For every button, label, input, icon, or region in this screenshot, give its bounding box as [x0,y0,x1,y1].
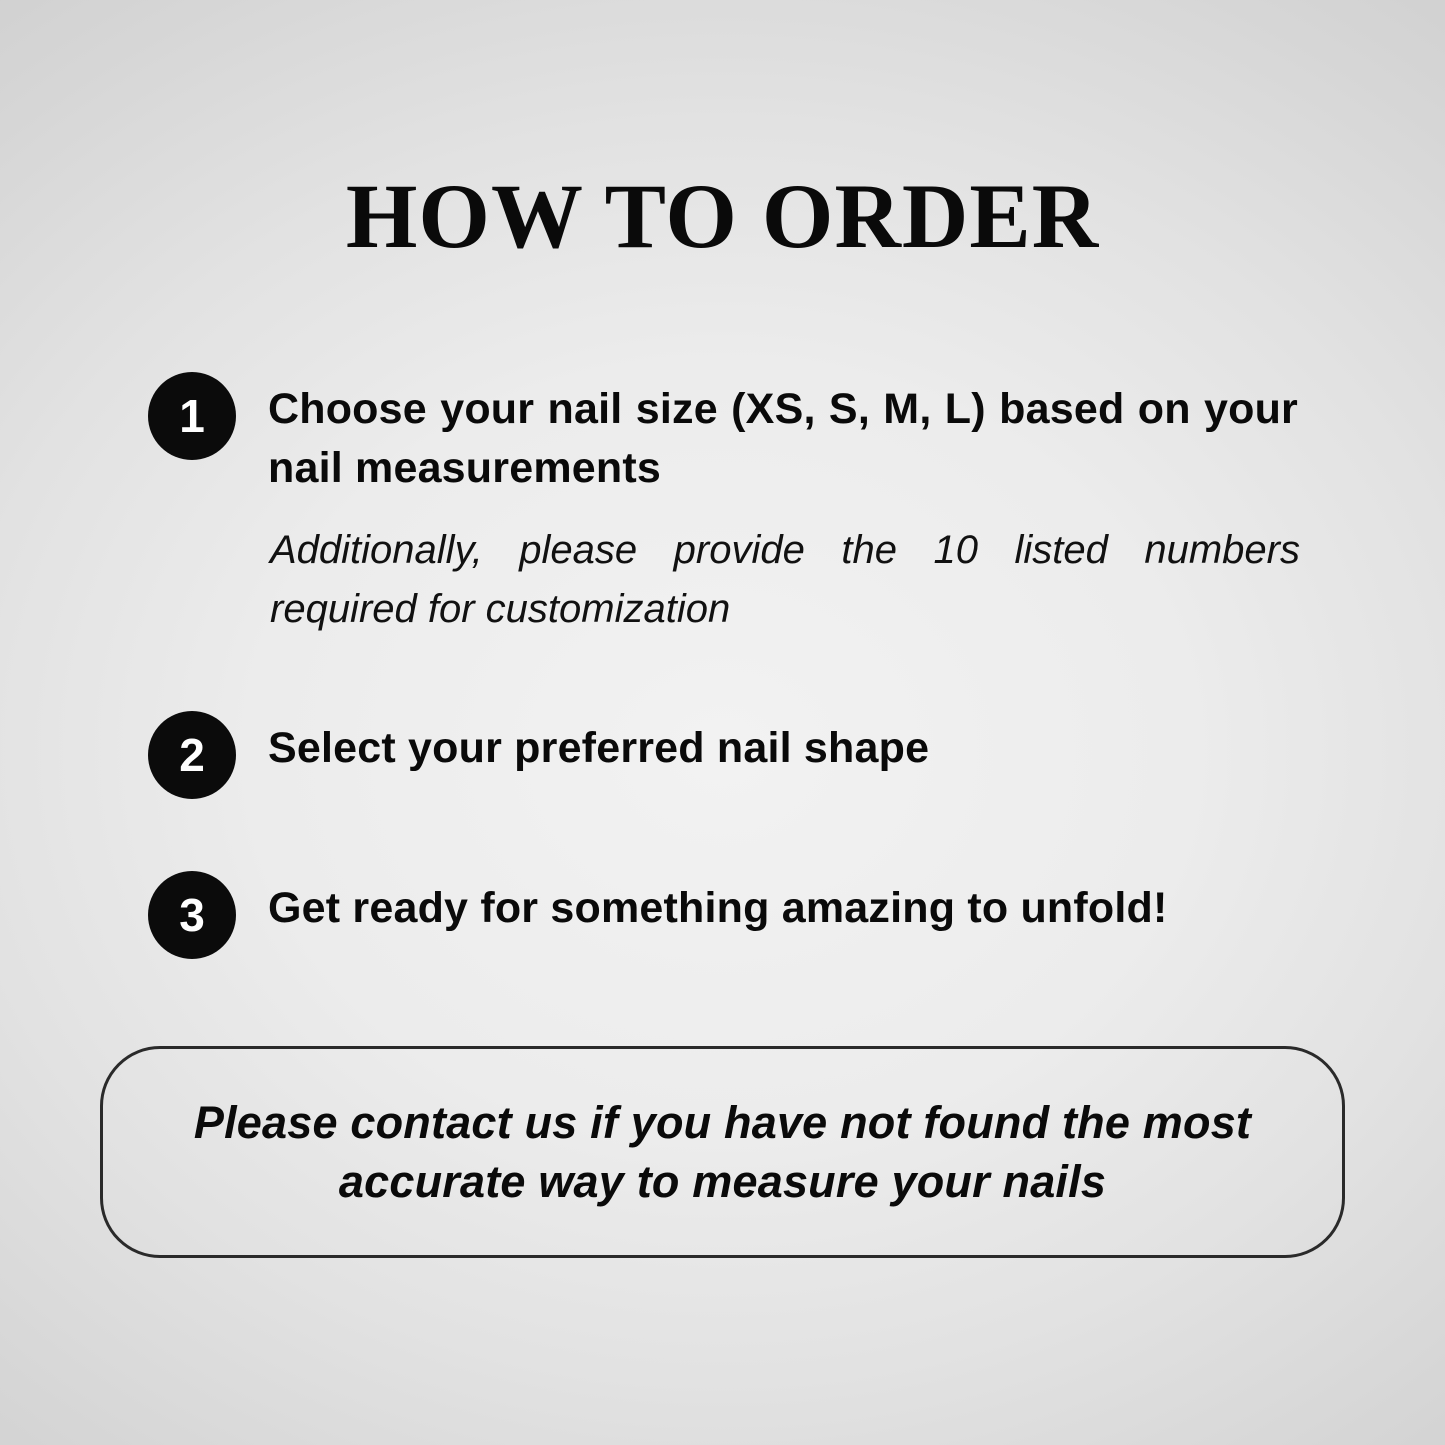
page-title: HOW TO ORDER [345,165,1100,267]
contact-callout-text: Please contact us if you have not found the most accurate way to measure your nails [193,1096,1252,1207]
list-item [148,871,1317,959]
step-text-1: Choose your nail size (XS, S, M, L) based on your nail measurements [268,385,1298,493]
step-number-badge-1: 1 [148,372,236,460]
step-number-badge-2: 2 [148,711,236,799]
step-text-3: Get ready for something amazing to unfold! [268,884,1168,933]
step-text-2: Select your preferred nail shape [268,724,930,773]
spacer-1 [148,639,1317,711]
step-note-1: Additionally, please provide the 10 listed numbers required for customization [270,527,1300,631]
step-number-badge-3: 3 [148,871,236,959]
list-item [148,711,1317,799]
steps-list [148,372,1317,959]
contact-callout [100,1046,1345,1258]
list-item [148,372,1317,499]
spacer-2 [148,799,1317,871]
